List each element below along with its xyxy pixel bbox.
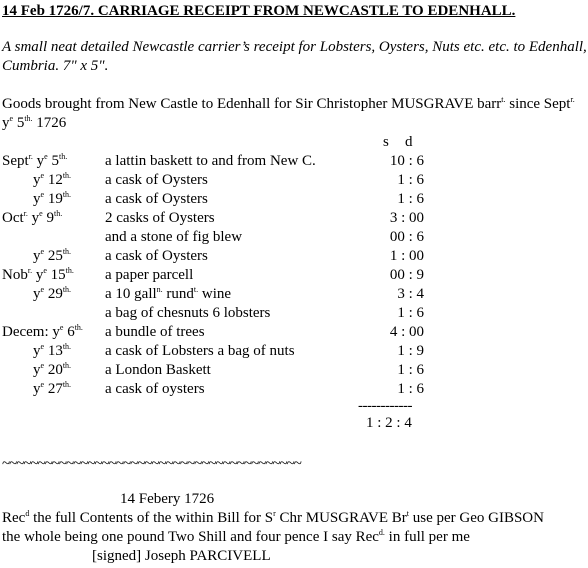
ledger-date	[33, 285, 71, 304]
intro-sup-4: th.	[24, 114, 33, 123]
ledger-date-sup: e	[44, 152, 48, 161]
receipt-line-1	[2, 509, 544, 528]
intro-text-5: 1726	[32, 115, 67, 131]
intro-sup-2: r.	[570, 95, 575, 104]
ledger-row	[0, 209, 588, 228]
ledger-date-part: 6	[63, 324, 75, 340]
ledger-date	[33, 342, 71, 361]
ledger-date-sup: th.	[62, 247, 72, 256]
ledger-item-text: a lattin baskett to and from New C.	[105, 153, 316, 169]
ledger-row	[0, 342, 588, 361]
signature-line: [signed] Joseph PARCIVELL	[92, 548, 271, 564]
ledger-date-sup: e	[40, 285, 45, 294]
ledger-item	[105, 171, 208, 190]
column-header-pence: d	[405, 134, 413, 150]
ledger-date-sup: e	[40, 361, 45, 370]
receipt-text: the whole being one pound Two Shill and four pence I say Rec	[2, 529, 379, 545]
receipt-date: 14 Febery 1726	[120, 491, 215, 507]
receipt-sup: r	[273, 509, 276, 518]
ledger-date-part: y	[33, 343, 41, 359]
ledger-date-sup: th.	[62, 361, 72, 370]
intro-paragraph	[2, 95, 588, 133]
ledger-amount: 1 : 6	[397, 172, 424, 188]
ledger-row	[0, 285, 588, 304]
ledger-amount: 1 : 00	[389, 248, 424, 264]
receipt-text: use per Geo GIBSON	[408, 510, 544, 526]
ledger-item-text: 2 casks of Oysters	[105, 210, 215, 226]
ledger-item	[105, 342, 295, 361]
ledger-date-sup: e	[40, 380, 45, 389]
ledger-date	[33, 171, 71, 190]
intro-text-3: y	[2, 115, 10, 131]
ledger-date-sup: th.	[65, 266, 74, 275]
ledger-date-part: 25	[44, 248, 63, 264]
ledger-item	[105, 323, 205, 342]
ledger-item-text: a paper parcell	[105, 267, 194, 283]
ledger-date-sup: e	[40, 171, 45, 180]
ledger-date-part: Sept	[2, 153, 29, 169]
ledger-date-part: y	[32, 267, 44, 283]
ledger-row	[0, 228, 588, 247]
ledger-date-part: Oct	[2, 210, 24, 226]
ledger-date-sup: r.	[27, 266, 33, 275]
ledger-amount: 10 : 6	[389, 153, 424, 169]
ledger-date-part: y	[33, 248, 41, 264]
ledger-item-text: a cask of Oysters	[105, 172, 208, 188]
total-rule: ------------	[358, 398, 412, 414]
ledger-date-sup: e	[43, 266, 47, 275]
ledger-amount: 1 : 6	[397, 305, 424, 321]
ledger-item	[105, 304, 270, 323]
ledger-date-part: y	[32, 153, 45, 169]
ledger-row	[0, 266, 588, 285]
ledger-amount: 1 : 6	[397, 362, 424, 378]
intro-text: Goods brought from New Castle to Edenhall for Sir Christopher MUSGRAVE barr	[2, 96, 502, 112]
ledger-row	[0, 361, 588, 380]
receipt-sup: t	[406, 509, 409, 518]
ledger-item-text: a bundle of trees	[105, 324, 205, 340]
ledger-item-text: a cask of Oysters	[105, 248, 208, 264]
ledger-date-sup: th.	[62, 342, 72, 351]
intro-sup-3: e	[9, 114, 14, 123]
ledger-date	[2, 152, 67, 171]
ledger-date-part: 5	[47, 153, 59, 169]
intro-text-4: 5	[13, 115, 25, 131]
ledger-amount: 3 : 4	[397, 286, 424, 302]
ledger-date	[33, 380, 71, 399]
ledger-item-text: wine	[198, 286, 232, 302]
ledger-amount: 4 : 00	[389, 324, 424, 340]
ledger-date-part: 13	[44, 343, 63, 359]
ledger-date-part: Nob	[2, 267, 28, 283]
ledger-date-sup: r.	[23, 209, 28, 218]
ledger-date-part: 19	[44, 191, 63, 207]
total-amount: 1 : 2 : 4	[366, 415, 412, 431]
ledger-row	[0, 152, 588, 171]
ledger-date	[2, 266, 74, 285]
ledger-item	[105, 266, 193, 285]
ledger-item-text: a cask of Lobsters a bag of nuts	[105, 343, 295, 359]
ledger-date-sup: th.	[62, 171, 72, 180]
ledger-item-text: a bag of chesnuts 6 lobsters	[105, 305, 271, 321]
ledger-date	[2, 323, 83, 342]
ledger-item-sup: t.	[193, 285, 199, 294]
ledger-amount: 00 : 6	[389, 229, 424, 245]
ledger-amount: 1 : 6	[397, 381, 424, 397]
ledger-date	[33, 361, 71, 380]
ledger-date	[2, 209, 62, 228]
ledger-date-sup: th.	[62, 190, 72, 199]
ledger-date-sup: r.	[28, 152, 33, 161]
ledger-date	[33, 247, 71, 266]
ledger-date-part: 9	[42, 210, 54, 226]
receipt-text: Chr MUSGRAVE Br	[275, 510, 407, 526]
separator-line: ~~~~~~~~~~~~~~~~~~~~~~~~~~~~~~~~~~~~~~~~~~	[2, 456, 301, 472]
receipt-text: Rec	[2, 510, 26, 526]
ledger-date-part: 15	[46, 267, 66, 283]
ledger-item-text: rund	[162, 286, 194, 302]
ledger-amount: 00 : 9	[389, 267, 424, 283]
ledger-item	[105, 209, 215, 228]
ledger-date-part: 27	[44, 381, 63, 397]
ledger-date-sup: th.	[53, 209, 63, 218]
ledger-date-part: y	[33, 172, 41, 188]
ledger-item	[105, 152, 316, 171]
ledger-item-text: a London Baskett	[105, 362, 211, 378]
ledger-date-part: y	[48, 324, 60, 340]
ledger-date-sup: th.	[58, 152, 68, 161]
ledger-date-part: y	[33, 381, 41, 397]
ledger-date-sup: e	[40, 190, 45, 199]
ledger-date-part: y	[33, 191, 41, 207]
ledger-row	[0, 323, 588, 342]
ledger-amount: 3 : 00	[389, 210, 424, 226]
ledger-date-part: y	[27, 210, 40, 226]
ledger-item-text: a cask of oysters	[105, 381, 205, 397]
ledger-item-text: a cask of Oysters	[105, 191, 208, 207]
ledger-item	[105, 380, 205, 399]
column-header-shillings: s	[383, 134, 389, 150]
item-description: A small neat detailed Newcastle carrier’s receipt for Lobsters, Oysters, Nuts etc. etc. to Edenhall, Cumbria. 7" x 5".	[2, 39, 587, 74]
ledger-row	[0, 171, 588, 190]
ledger-date-sup: e	[39, 209, 43, 218]
ledger-item	[105, 190, 208, 209]
receipt-line-2	[2, 528, 470, 547]
ledger-amount: 1 : 9	[397, 343, 424, 359]
ledger-item-text: a 10 gall	[105, 286, 157, 302]
receipt-sup: d	[25, 509, 30, 518]
receipt-text: the full Contents of the within Bill for S	[29, 510, 274, 526]
document-title: 14 Feb 1726/7. CARRIAGE RECEIPT FROM NEWCASTLE TO EDENHALL.	[2, 3, 516, 19]
ledger-date-part: Decem:	[2, 324, 49, 340]
ledger-date-part: 29	[44, 286, 63, 302]
intro-text-2: since Sept	[505, 96, 571, 112]
ledger-date-sup: th.	[62, 380, 72, 389]
ledger-date-part: y	[33, 362, 41, 378]
ledger-date	[33, 190, 71, 209]
ledger-row	[0, 304, 588, 323]
ledger-item	[105, 247, 208, 266]
ledger-item	[105, 285, 231, 304]
ledger-date-sup: th.	[74, 323, 83, 332]
ledger-date-part: y	[33, 286, 41, 302]
intro-sup: t.	[501, 95, 506, 104]
ledger-row	[0, 380, 588, 399]
ledger-row	[0, 247, 588, 266]
ledger-amount: 1 : 6	[397, 191, 424, 207]
ledger-item-text: and a stone of fig blew	[105, 229, 243, 245]
ledger-date-sup: e	[40, 342, 45, 351]
ledger-date-part: 20	[44, 362, 63, 378]
ledger-item-sup: n.	[156, 285, 163, 294]
ledger-item	[105, 361, 211, 380]
ledger-date-sup: e	[40, 247, 45, 256]
ledger-date-sup: th.	[62, 285, 72, 294]
ledger-item	[105, 228, 242, 247]
ledger-row	[0, 190, 588, 209]
ledger-date-sup: e	[59, 323, 64, 332]
ledger-date-part: 12	[44, 172, 63, 188]
receipt-sup: d.	[378, 528, 385, 537]
receipt-text: in full per me	[384, 529, 470, 545]
